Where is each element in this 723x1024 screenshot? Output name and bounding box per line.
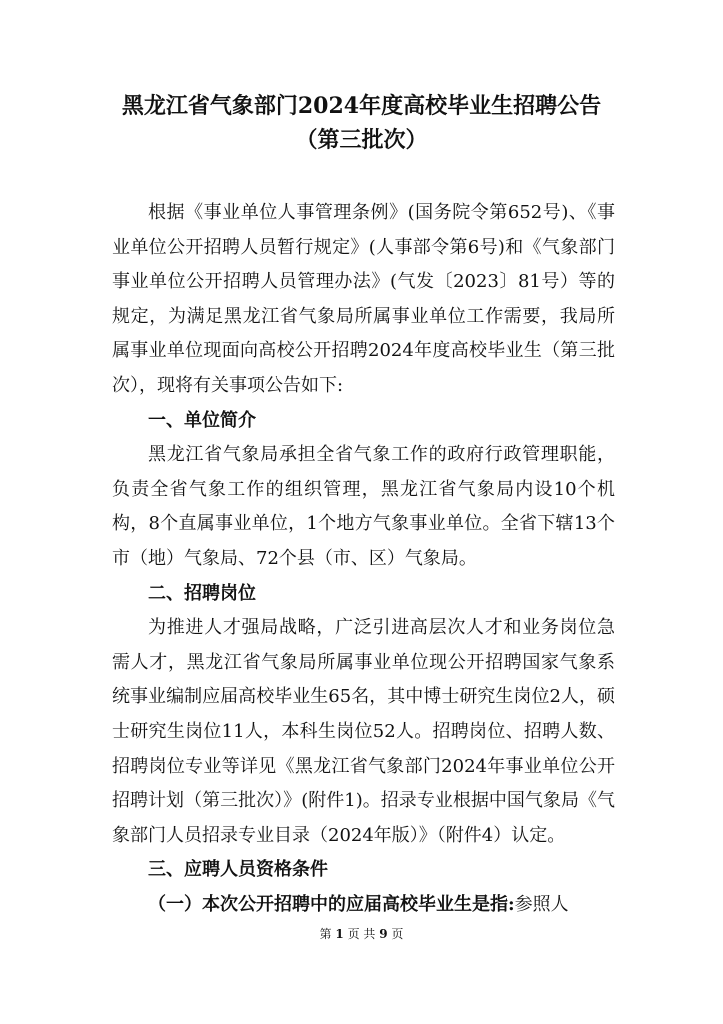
intro-paragraph: 根据《事业单位人事管理条例》(国务院令第652号)、《事业单位公开招聘人员暂行规定》(人事部令第6号)和《气象部门事业单位公开招聘人员管理办法》(气发〔2023〕81号）等的规定，为满足黑龙江省气象局所属事业单位工作需要，我局所属事业单位现面向高校公开招聘2024年度高校毕业生（第三批次），现将有关事项公告如下: — [112, 202, 615, 396]
document-title: 黑龙江省气象部门2024年度高校毕业生招聘公告 — [121, 93, 602, 119]
footer-total-pages: 9 — [379, 927, 388, 941]
subsection-heading: （一）本次公开招聘中的应届高校毕业生是指: — [148, 893, 515, 915]
section-heading-qualifications: 三、应聘人员资格条件 — [148, 859, 328, 881]
footer-prefix: 第 — [319, 927, 332, 941]
section-heading-unit-intro: 一、单位简介 — [148, 409, 256, 431]
section-heading-positions: 二、招聘岗位 — [148, 582, 256, 604]
document-body — [112, 196, 615, 922]
footer-suffix: 页 — [391, 927, 404, 941]
footer-page-number: 1 — [335, 927, 344, 941]
section-text-positions: 为推进人才强局战略，广泛引进高层次人才和业务岗位急需人才，黑龙江省气象局所属事业单位现公开招聘国家气象系统事业编制应届高校毕业生65名，其中博士研究生岗位2人，硕士研究生岗位11人，本科生岗位52人。招聘岗位、招聘人数、招聘岗位专业等详见《黑龙江省气象部门2024年事业单位公开招聘计划（第三批次）》(附件1)。招录专业根据中国气象局《气象部门人员招录专业目录（2024年版）》（附件4）认定。 — [112, 617, 615, 846]
footer-middle: 页 共 — [347, 927, 376, 941]
page-footer — [0, 926, 723, 942]
subsection-text: 参照人 — [514, 893, 569, 915]
document-subtitle: （第三批次） — [295, 127, 428, 153]
section-text-unit-intro: 黑龙江省气象局承担全省气象工作的政府行政管理职能，负责全省气象工作的组织管理，黑龙江省气象局内设10个机构，8个直属事业单位，1个地方气象事业单位。全省下辖13个市（地）气象局、72个县（市、区）气象局。 — [112, 444, 615, 569]
subsection-paragraph — [112, 888, 615, 923]
